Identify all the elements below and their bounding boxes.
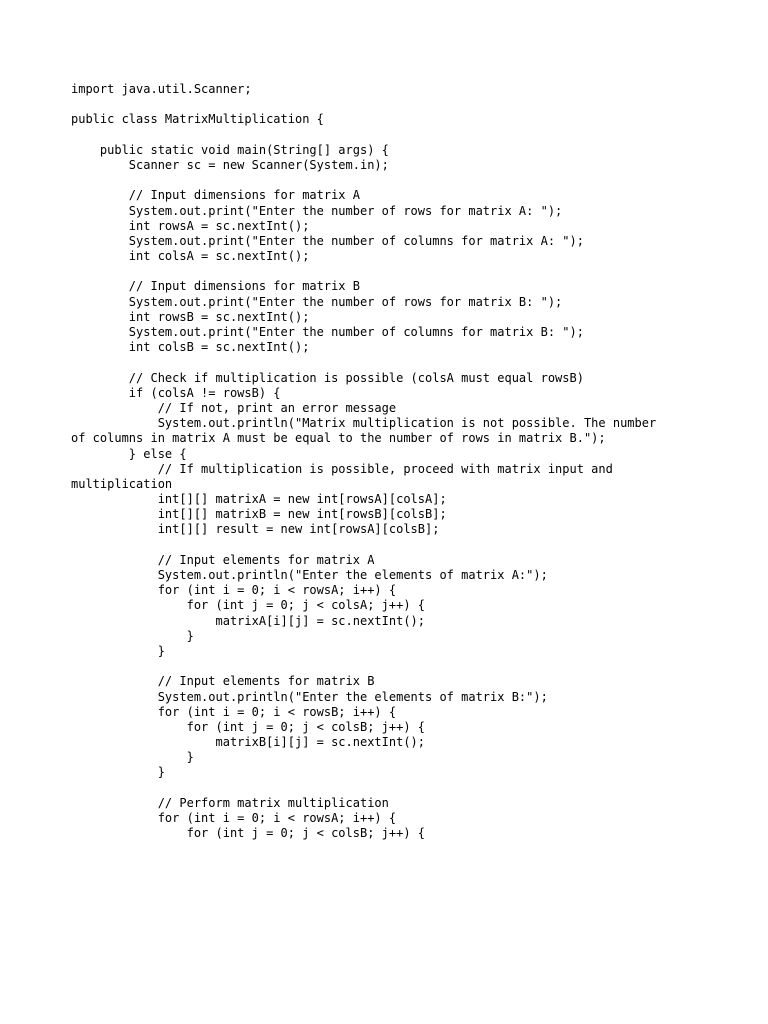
code-line: for (int i = 0; i < rowsB; i++) { bbox=[71, 704, 397, 719]
code-line: multiplication bbox=[71, 476, 173, 491]
code-line: System.out.print("Enter the number of rows for matrix A: "); bbox=[71, 203, 563, 218]
code-line: System.out.println("Matrix multiplication is not possible. The number bbox=[71, 416, 657, 431]
code-line: // If multiplication is possible, proceed with matrix input and bbox=[71, 461, 613, 476]
code-line bbox=[71, 173, 691, 188]
code-line: // Input dimensions for matrix A bbox=[71, 188, 360, 203]
code-line: // Input elements for matrix A bbox=[71, 552, 375, 567]
code-line: int[][] matrixB = new int[rowsB][colsB]; bbox=[71, 507, 447, 522]
code-line: public class MatrixMultiplication { bbox=[71, 112, 324, 127]
code-line: matrixA[i][j] = sc.nextInt(); bbox=[71, 613, 426, 628]
code-line bbox=[71, 97, 691, 112]
code-listing bbox=[71, 82, 691, 841]
code-line: int colsB = sc.nextInt(); bbox=[71, 340, 310, 355]
code-line: System.out.println("Enter the elements of matrix A:"); bbox=[71, 568, 548, 582]
code-line: int rowsA = sc.nextInt(); bbox=[71, 218, 310, 233]
code-line: for (int j = 0; j < colsA; j++) { bbox=[71, 598, 426, 613]
code-line: public static void main(String[] args) { bbox=[71, 142, 389, 157]
code-line: for (int i = 0; i < rowsA; i++) { bbox=[71, 583, 397, 598]
code-line: } bbox=[71, 643, 165, 658]
code-line bbox=[71, 659, 691, 674]
code-line bbox=[71, 781, 691, 796]
code-line: } bbox=[71, 750, 194, 765]
code-line: System.out.print("Enter the number of columns for matrix A: "); bbox=[71, 233, 584, 248]
code-line: of columns in matrix A must be equal to the number of rows in matrix B."); bbox=[71, 431, 606, 446]
code-line: if (colsA != rowsB) { bbox=[71, 385, 281, 400]
code-line: // Check if multiplication is possible (colsA must equal rowsB) bbox=[71, 370, 584, 385]
code-line bbox=[71, 264, 691, 279]
code-line: System.out.println("Enter the elements of matrix B:"); bbox=[71, 689, 548, 704]
code-line: import java.util.Scanner; bbox=[71, 82, 252, 96]
code-line: for (int j = 0; j < colsB; j++) { bbox=[71, 719, 426, 734]
code-line: int[][] matrixA = new int[rowsA][colsA]; bbox=[71, 492, 447, 507]
code-line: } bbox=[71, 765, 165, 780]
code-line: matrixB[i][j] = sc.nextInt(); bbox=[71, 735, 426, 750]
code-line: int rowsB = sc.nextInt(); bbox=[71, 309, 310, 324]
code-line: Scanner sc = new Scanner(System.in); bbox=[71, 157, 389, 172]
code-line: } else { bbox=[71, 446, 187, 461]
code-line bbox=[71, 128, 691, 143]
code-line: // Perform matrix multiplication bbox=[71, 795, 389, 810]
code-line: System.out.print("Enter the number of rows for matrix B: "); bbox=[71, 294, 563, 309]
code-line bbox=[71, 355, 691, 370]
code-line: } bbox=[71, 628, 194, 643]
code-line: for (int j = 0; j < colsB; j++) { bbox=[71, 826, 426, 841]
code-line: int colsA = sc.nextInt(); bbox=[71, 249, 310, 264]
code-line bbox=[71, 538, 691, 553]
code-line: // Input elements for matrix B bbox=[71, 674, 375, 689]
code-line: // If not, print an error message bbox=[71, 400, 397, 415]
code-line: for (int i = 0; i < rowsA; i++) { bbox=[71, 811, 397, 825]
code-line: // Input dimensions for matrix B bbox=[71, 279, 360, 294]
code-line: int[][] result = new int[rowsA][colsB]; bbox=[71, 522, 440, 537]
code-line: System.out.print("Enter the number of columns for matrix B: "); bbox=[71, 325, 584, 339]
